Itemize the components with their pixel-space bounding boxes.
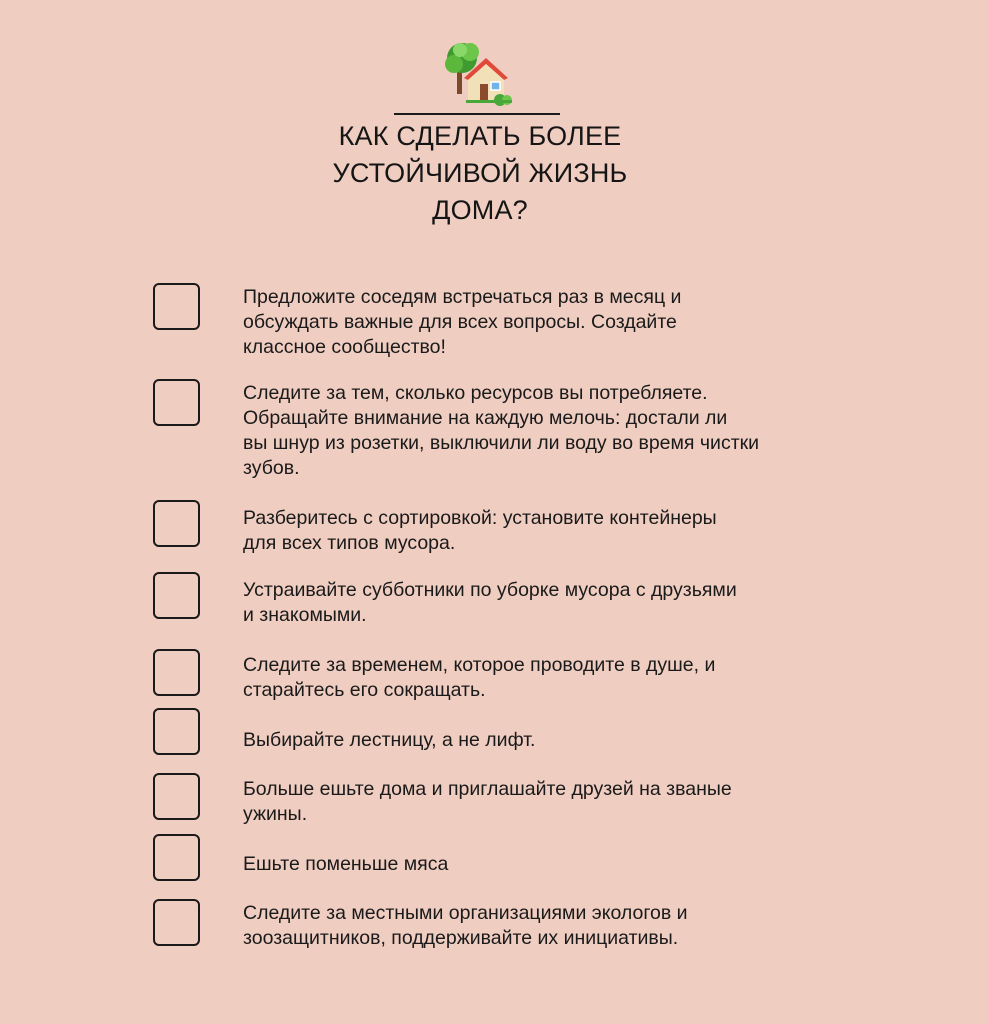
checklist-item-text: Выбирайте лестницу, а не лифт. [243, 729, 536, 751]
title-line: УСТОЙЧИВОЙ ЖИЗНЬ [332, 158, 628, 188]
checklist-item-text: Следите за местными организациями экологов и зоозащитников, поддерживайте их инициативы. [243, 902, 688, 949]
house-with-garden-icon [444, 40, 514, 106]
checkbox[interactable] [153, 572, 200, 619]
checkbox[interactable] [153, 500, 200, 547]
checkbox[interactable] [153, 834, 200, 881]
checklist-item-text: Следите за тем, сколько ресурсов вы потребляете. Обращайте внимание на каждую мелочь: достали ли вы шнур из розетки, выключили ли воду во время чистки зубов. [243, 382, 760, 479]
checkbox[interactable] [153, 283, 200, 330]
checkbox[interactable] [153, 899, 200, 946]
checklist-item-text: Устраивайте субботники по уборке мусора с друзьями и знакомыми. [243, 579, 737, 626]
checklist-item-text: Разберитесь с сортировкой: установите контейнеры для всех типов мусора. [243, 507, 717, 554]
checkbox[interactable] [153, 773, 200, 820]
title-line: КАК СДЕЛАТЬ БОЛЕЕ [338, 121, 622, 151]
page-title [230, 118, 730, 229]
checkbox[interactable] [153, 708, 200, 755]
checklist-item-text: Ешьте поменьше мяса [243, 853, 449, 875]
checkbox[interactable] [153, 379, 200, 426]
checkbox[interactable] [153, 649, 200, 696]
checklist-item-text: Больше ешьте дома и приглашайте друзей на званые ужины. [243, 778, 732, 825]
checklist-item-text: Предложите соседям встречаться раз в месяц и обсуждать важные для всех вопросы. Создайте классное сообщество! [243, 286, 682, 358]
checklist-item-text: Следите за временем, которое проводите в душе, и старайтесь его сокращать. [243, 654, 716, 701]
title-divider [394, 113, 560, 115]
title-line: ДОМА? [432, 195, 528, 225]
